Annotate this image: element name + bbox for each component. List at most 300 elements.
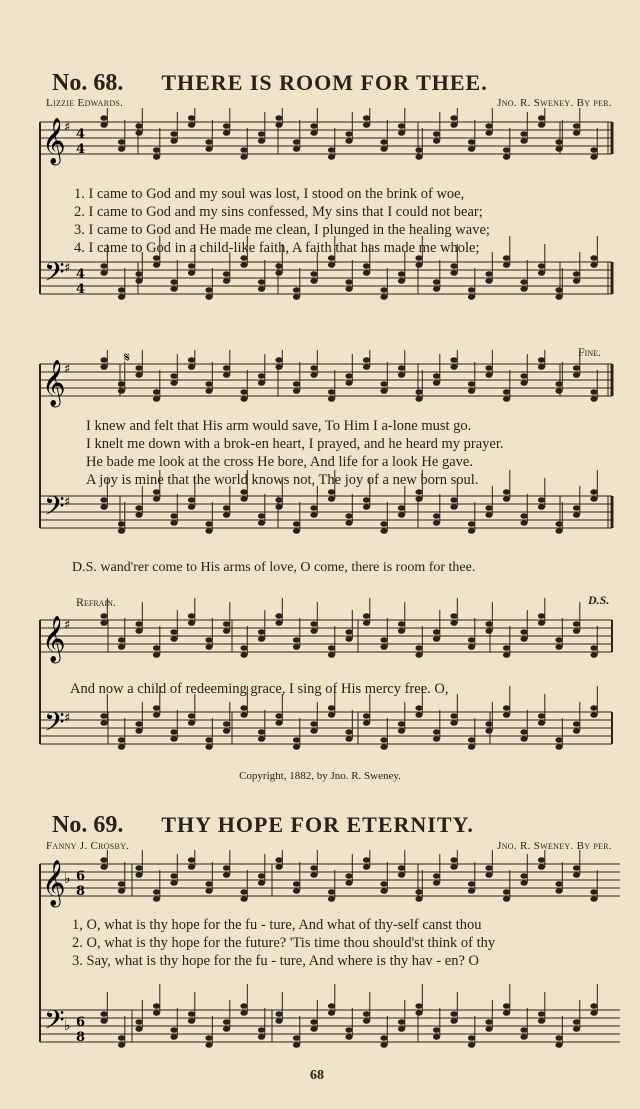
note-head [363, 122, 370, 128]
note-head [398, 505, 405, 511]
note-head [433, 513, 440, 519]
note-head [310, 372, 317, 378]
note-head [363, 497, 370, 503]
note-head [293, 528, 300, 534]
note-head [415, 489, 422, 495]
note-head [310, 278, 317, 284]
note-head [328, 396, 335, 402]
note-head [538, 713, 545, 719]
note-head [205, 888, 212, 894]
note-head [363, 720, 370, 726]
note-head [118, 1035, 125, 1041]
note-head [275, 122, 282, 128]
bass-clef-icon: 𝄢 [44, 490, 65, 528]
note-head [100, 270, 107, 276]
note-head [538, 864, 545, 870]
note-head [468, 737, 475, 743]
note-head [135, 721, 142, 727]
note-head [118, 1042, 125, 1048]
note-head [293, 1035, 300, 1041]
note-head [398, 1019, 405, 1025]
note-head [485, 278, 492, 284]
note-head [258, 736, 265, 742]
note-head [258, 380, 265, 386]
note-head [118, 737, 125, 743]
note-head [398, 721, 405, 727]
note-head [520, 279, 527, 285]
note-head [223, 872, 230, 878]
note-head [555, 888, 562, 894]
note-head [205, 1035, 212, 1041]
note-head [555, 744, 562, 750]
note-head [188, 357, 195, 363]
note-head [380, 1042, 387, 1048]
note-head [485, 130, 492, 136]
note-head [118, 287, 125, 293]
note-head [153, 1010, 160, 1016]
note-head [100, 613, 107, 619]
note-head [555, 521, 562, 527]
note-head [293, 294, 300, 300]
note-head [153, 652, 160, 658]
note-head [135, 271, 142, 277]
note-head [433, 279, 440, 285]
note-head [485, 628, 492, 634]
note-head [415, 645, 422, 651]
note-head [240, 496, 247, 502]
note-head [153, 489, 160, 495]
note-head [223, 365, 230, 371]
note-head [363, 263, 370, 269]
bass-clef-icon: 𝄢 [44, 256, 65, 294]
note-head [275, 504, 282, 510]
note-head [170, 880, 177, 886]
note-head [100, 115, 107, 121]
sharp-icon: ♯ [64, 711, 71, 726]
note-head [468, 1042, 475, 1048]
note-head [520, 729, 527, 735]
note-head [590, 396, 597, 402]
note-head [590, 255, 597, 261]
note-head [573, 505, 580, 511]
note-head [223, 372, 230, 378]
note-head [555, 287, 562, 293]
note-head [258, 513, 265, 519]
note-head [468, 1035, 475, 1041]
note-head [503, 147, 510, 153]
note-head [153, 712, 160, 718]
note-head [538, 115, 545, 121]
note-head [205, 1042, 212, 1048]
note-head [433, 380, 440, 386]
note-head [188, 270, 195, 276]
note-head [590, 496, 597, 502]
note-head [205, 388, 212, 394]
ds-label: D.S. [588, 593, 610, 607]
lyric-line: 4. I came to God in a child-like faith, A faith that has made me whole; [74, 240, 480, 256]
note-head [555, 1035, 562, 1041]
note-head [293, 644, 300, 650]
note-head [433, 629, 440, 635]
note-head [398, 123, 405, 129]
note-head [275, 713, 282, 719]
note-head [223, 278, 230, 284]
note-head [555, 1042, 562, 1048]
note-head [520, 629, 527, 635]
note-head [538, 613, 545, 619]
note-head [223, 628, 230, 634]
note-head [328, 389, 335, 395]
note-head [310, 512, 317, 518]
note-head [468, 744, 475, 750]
note-head [380, 521, 387, 527]
note-head [118, 881, 125, 887]
note-head [170, 131, 177, 137]
lyric-line: I knelt me down with a brok-en heart, I prayed, and he heard my prayer. [86, 436, 504, 452]
note-head [520, 138, 527, 144]
note-head [433, 636, 440, 642]
segno-icon: 𝄋 [124, 350, 131, 366]
note-head [345, 1034, 352, 1040]
note-head [363, 504, 370, 510]
note-head [188, 1018, 195, 1024]
lyric-line: 3. I came to God and He made me clean, I plunged in the healing wave; [74, 222, 490, 238]
note-head [363, 857, 370, 863]
note-head [170, 138, 177, 144]
flat-icon: ♭ [64, 871, 71, 887]
note-head [170, 279, 177, 285]
note-head [590, 705, 597, 711]
note-head [258, 138, 265, 144]
note-head [275, 497, 282, 503]
note-head [345, 736, 352, 742]
note-head [345, 279, 352, 285]
note-head [310, 130, 317, 136]
note-head [328, 496, 335, 502]
note-head [188, 864, 195, 870]
note-head [293, 888, 300, 894]
hymn-68-author: Lizzie Edwards. [46, 97, 124, 109]
note-head [398, 372, 405, 378]
note-head [485, 721, 492, 727]
note-head [135, 372, 142, 378]
hymn-69-composer: Jno. R. Sweney. By per. [497, 840, 612, 852]
note-head [275, 263, 282, 269]
note-head [205, 146, 212, 152]
note-head [520, 1027, 527, 1033]
note-head [538, 263, 545, 269]
note-head [485, 1019, 492, 1025]
treble-clef-icon: 𝄞 [42, 860, 66, 906]
note-head [363, 613, 370, 619]
note-head [258, 1027, 265, 1033]
copyright-notice: Copyright, 1882, by Jno. R. Sweney. [239, 770, 401, 782]
note-head [380, 1035, 387, 1041]
note-head [153, 496, 160, 502]
note-head [205, 521, 212, 527]
note-head [170, 286, 177, 292]
note-head [205, 637, 212, 643]
note-head [275, 720, 282, 726]
note-head [468, 528, 475, 534]
note-head [503, 255, 510, 261]
note-head [380, 294, 387, 300]
note-head [345, 1027, 352, 1033]
note-head [240, 1010, 247, 1016]
note-head [590, 652, 597, 658]
note-head [415, 389, 422, 395]
note-head [503, 496, 510, 502]
note-head [538, 620, 545, 626]
note-head [135, 505, 142, 511]
note-head [328, 896, 335, 902]
time-signature-icon: 4 [76, 282, 86, 297]
note-head [398, 621, 405, 627]
note-head [433, 286, 440, 292]
note-head [450, 364, 457, 370]
note-head [415, 705, 422, 711]
bass-clef-icon: 𝄢 [44, 706, 65, 744]
note-head [380, 287, 387, 293]
time-signature-icon: 6 [76, 1015, 86, 1030]
note-head [100, 1011, 107, 1017]
note-head [485, 365, 492, 371]
note-head [275, 357, 282, 363]
note-head [240, 652, 247, 658]
note-head [468, 294, 475, 300]
note-head [328, 1010, 335, 1016]
note-head [433, 373, 440, 379]
note-head [468, 881, 475, 887]
note-head [310, 123, 317, 129]
time-signature-icon: 4 [76, 127, 86, 142]
hymn-68-verse-lyrics [74, 185, 490, 257]
note-head [345, 380, 352, 386]
note-head [170, 873, 177, 879]
note-head [170, 636, 177, 642]
note-head [345, 520, 352, 526]
note-head [258, 636, 265, 642]
hymn-69-verse-lyrics [72, 916, 495, 970]
note-head [433, 138, 440, 144]
note-head [223, 865, 230, 871]
note-head [398, 872, 405, 878]
note-head [573, 123, 580, 129]
note-head [590, 1003, 597, 1009]
note-head [188, 364, 195, 370]
note-head [415, 262, 422, 268]
refrain-lyrics [70, 680, 448, 698]
note-head [293, 287, 300, 293]
note-head [275, 864, 282, 870]
note-head [135, 872, 142, 878]
lyric-line: 1. I came to God and my soul was lost, I stood on the brink of woe, [74, 186, 465, 202]
note-head [590, 896, 597, 902]
note-head [468, 888, 475, 894]
note-head [328, 889, 335, 895]
note-head [380, 737, 387, 743]
note-head [520, 873, 527, 879]
lyric-line: And now a child of redeeming grace, I sing of His mercy free. O, [70, 681, 449, 697]
note-head [310, 728, 317, 734]
note-head [345, 373, 352, 379]
note-head [135, 1019, 142, 1025]
note-head [468, 381, 475, 387]
note-head [503, 896, 510, 902]
note-head [293, 388, 300, 394]
note-heads [100, 598, 597, 750]
note-head [503, 389, 510, 395]
lyric-line: A joy is mine that the world knows not, The joy of a new born soul. [86, 472, 479, 488]
note-head [153, 396, 160, 402]
note-head [590, 154, 597, 160]
note-head [293, 1042, 300, 1048]
note-head [520, 1034, 527, 1040]
note-head [135, 1026, 142, 1032]
note-head [328, 262, 335, 268]
hymn-68-number: No. 68. [52, 70, 124, 96]
note-head [380, 381, 387, 387]
note-head [170, 513, 177, 519]
note-head [188, 1011, 195, 1017]
note-head [398, 271, 405, 277]
note-head [205, 294, 212, 300]
note-head [188, 122, 195, 128]
note-head [293, 737, 300, 743]
note-head [328, 154, 335, 160]
note-head [345, 286, 352, 292]
note-head [380, 139, 387, 145]
note-head [485, 505, 492, 511]
note-head [153, 896, 160, 902]
note-head [380, 881, 387, 887]
note-head [503, 645, 510, 651]
hymn-68-chorus-lyrics [86, 417, 504, 489]
bass-clef-icon: 𝄢 [44, 1004, 65, 1042]
note-head [555, 381, 562, 387]
note-head [520, 380, 527, 386]
note-head [573, 721, 580, 727]
note-head [380, 637, 387, 643]
note-head [450, 122, 457, 128]
note-head [328, 1003, 335, 1009]
note-head [205, 528, 212, 534]
note-head [345, 880, 352, 886]
note-head [398, 1026, 405, 1032]
note-head [153, 1003, 160, 1009]
note-head [398, 512, 405, 518]
note-head [468, 521, 475, 527]
treble-staff [40, 122, 612, 154]
note-head [433, 873, 440, 879]
note-head [258, 520, 265, 526]
note-head [205, 881, 212, 887]
note-head [118, 528, 125, 534]
note-head [363, 620, 370, 626]
note-head [398, 728, 405, 734]
note-head [520, 373, 527, 379]
note-head [188, 497, 195, 503]
note-head [398, 628, 405, 634]
note-head [450, 504, 457, 510]
page-number: 68 [310, 1068, 324, 1083]
note-head [503, 396, 510, 402]
note-head [100, 263, 107, 269]
note-head [153, 389, 160, 395]
note-head [538, 1011, 545, 1017]
note-head [223, 621, 230, 627]
note-head [205, 139, 212, 145]
note-head [468, 146, 475, 152]
note-head [538, 270, 545, 276]
note-head [223, 123, 230, 129]
note-head [153, 705, 160, 711]
note-head [555, 737, 562, 743]
note-head [310, 721, 317, 727]
lyric-line: 2. I came to God and my sins confessed, My sins that I could not bear; [74, 204, 483, 220]
note-head [240, 645, 247, 651]
note-head [135, 728, 142, 734]
note-head [345, 873, 352, 879]
note-head [345, 629, 352, 635]
note-head [153, 147, 160, 153]
note-head [503, 705, 510, 711]
note-head [573, 628, 580, 634]
note-head [223, 130, 230, 136]
note-head [170, 380, 177, 386]
note-head [573, 512, 580, 518]
note-head [328, 705, 335, 711]
note-head [503, 889, 510, 895]
note-head [118, 388, 125, 394]
sharp-icon: ♯ [64, 261, 71, 276]
note-head [100, 1018, 107, 1024]
note-head [450, 713, 457, 719]
note-head [485, 271, 492, 277]
note-head [188, 857, 195, 863]
note-head [415, 147, 422, 153]
note-head [573, 872, 580, 878]
note-head [258, 373, 265, 379]
note-head [363, 1018, 370, 1024]
treble-clef-icon: 𝄞 [42, 360, 66, 406]
note-head [485, 621, 492, 627]
note-head [433, 1027, 440, 1033]
note-head [240, 896, 247, 902]
sharp-icon: ♯ [64, 362, 71, 377]
note-head [328, 712, 335, 718]
note-head [433, 520, 440, 526]
note-head [503, 652, 510, 658]
note-head [258, 279, 265, 285]
note-head [345, 636, 352, 642]
note-head [170, 373, 177, 379]
note-head [118, 744, 125, 750]
note-head [328, 489, 335, 495]
note-head [240, 389, 247, 395]
note-head [293, 146, 300, 152]
hymn-69-title: THY HOPE FOR ETERNITY. [161, 812, 474, 837]
note-head [310, 865, 317, 871]
note-head [363, 115, 370, 121]
note-head [450, 864, 457, 870]
note-head [100, 857, 107, 863]
note-head [240, 889, 247, 895]
note-head [223, 512, 230, 518]
note-head [590, 489, 597, 495]
note-head [205, 644, 212, 650]
note-head [380, 888, 387, 894]
